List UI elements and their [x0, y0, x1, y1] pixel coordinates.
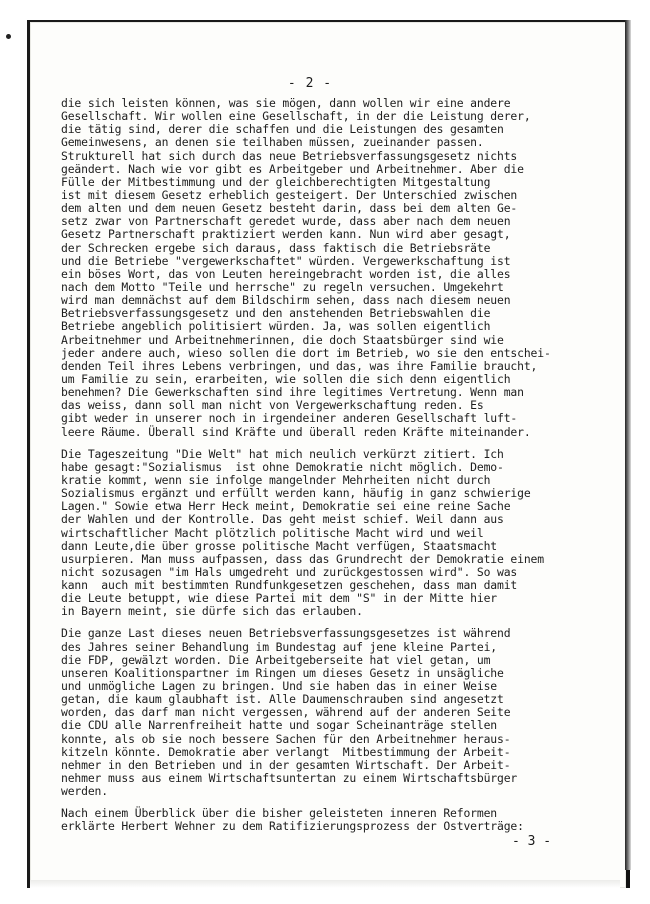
next-page-marker: - 3 -: [512, 834, 552, 849]
text-line: Die Tageszeitung "Die Welt" hat mich neulich verkürzt zitiert. Ich: [61, 446, 504, 461]
text-line: das weiss, dann soll man nicht von Vergewerkschaftung reden. Es: [61, 398, 484, 413]
text-line: habe gesagt:"Sozialismus ist ohne Demokratie nicht möglich. Demo-: [61, 459, 504, 474]
text-line: die sich leisten können, was sie mögen, dann wollen wir eine andere: [61, 96, 511, 110]
text-line: Die ganze Last dieses neuen Betriebsverfassungsgesetzes ist während: [61, 626, 511, 641]
text-line: gibt weder in unserer noch in irgendeiner anderen Gesellschaft luft-: [61, 411, 518, 426]
text-line: nehmer muss aus einem Wirtschaftsuntertan zu einem Wirtschaftsbürger: [61, 771, 518, 786]
text-line: nehmer in den Betrieben und in der gesamten Wirtschaft. Der Arbeit-: [61, 757, 511, 772]
text-line: um Familie zu sein, erarbeiten, wie sollen die sich denn eigentlich: [61, 371, 511, 386]
text-line: die FDP, gewälzt worden. Die Arbeitgeberseite hat viel getan, um: [61, 652, 491, 667]
text-line: in Bayern meint, sie dürfe sich das erlauben.: [61, 604, 363, 619]
text-line: kitzeln könnte. Demokratie aber verlangt Mitbestimmung der Arbeit-: [61, 744, 511, 759]
text-line: Gemeinwesens, an denen sie teilhaben müssen, zueinander passen.: [61, 135, 484, 150]
text-line: Gesellschaft. Wir wollen eine Gesellschaft, in der die Leistung derer,: [61, 109, 531, 124]
text-line: usurpieren. Man muss aufpassen, dass das Grundrecht der Demokratie einem: [61, 551, 544, 566]
text-line: der Schrecken ergebe sich daraus, dass faktisch die Betriebsräte: [61, 240, 491, 255]
document-body: [61, 97, 581, 834]
text-line: Betriebsverfassungsgesetz und den anstehenden Betriebswahlen die: [61, 306, 491, 321]
scan-top-margin: [0, 0, 650, 22]
text-line: worden, das darf man nicht vergessen, während auf der anderen Seite: [61, 705, 511, 720]
text-line: unseren Koalitionspartner im Ringen um dieses Gesetz in unsägliche: [61, 665, 504, 680]
text-line: nicht sozusagen "im Hals umgedreht und zurückgestossen wird". So was: [61, 564, 518, 579]
scan-edge-shadow: [625, 20, 631, 870]
text-line: Nach einem Überblick über die bisher geleisteten inneren Reformen: [61, 806, 498, 821]
text-line: werden.: [61, 784, 108, 799]
text-line: Betriebe angeblich politisiert würden. Ja, was sollen eigentlich: [61, 319, 491, 334]
text-line: die CDU alle Narrenfreiheit hatte und sogar Scheinanträge stellen: [61, 718, 498, 733]
text-line: wird man demnächst auf dem Bildschirm sehen, dass nach diesem neuen: [61, 293, 511, 308]
text-line: denden Teil ihres Lebens verbringen, und das, was ihre Familie braucht,: [61, 358, 538, 373]
text-line: Sozialismus ergänzt und erfüllt werden kann, häufig in ganz schwierige: [61, 486, 531, 501]
text-line: Lagen." Sowie etwa Herr Heck meint, Demokratie sei eine reine Sache: [61, 499, 511, 514]
text-line: benehmen? Die Gewerkschaften sind ihre legitimes Vertretung. Wenn man: [61, 385, 524, 400]
text-line: ist mit diesem Gesetz erheblich gesteigert. Der Unterschied zwischen: [61, 187, 518, 202]
text-line: die Leute betuppt, wie diese Partei mit dem "S" in der Mitte hier: [61, 591, 498, 606]
text-line: dem alten und dem neuen Gesetz besteht darin, dass bei dem alten Ge-: [61, 201, 518, 216]
text-line: ein böses Wort, das von Leuten hereingebracht worden ist, die alles: [61, 266, 511, 281]
text-line: des Jahres seiner Behandlung im Bundestag auf jene kleine Partei,: [61, 639, 498, 654]
text-line: konnte, als ob sie noch bessere Sachen für den Arbeitnehmer heraus-: [61, 731, 511, 746]
text-line: nach dem Motto "Teile und herrsche" zu regeln versuchen. Umgekehrt: [61, 279, 504, 294]
page-number: - 2 -: [287, 76, 333, 91]
text-line: Fülle der Mitbestimmung und der gleichberechtigten Mitgestaltung: [61, 174, 491, 189]
text-line: geändert. Nach wie vor gibt es Arbeitgeber und Arbeitnehmer. Aber die: [61, 161, 524, 176]
text-line: wirtschaftlicher Macht plötzlich politische Macht wird und weil: [61, 525, 484, 540]
text-line: kann auch mit bestimmten Rundfunkgesetzen geschehen, dass man damit: [61, 578, 518, 593]
text-line: und die Betriebe "vergewerkschaftet" würden. Vergewerkschaftung ist: [61, 253, 511, 268]
text-line: Arbeitnehmer und Arbeitnehmerinnen, die doch Staatsbürger sind wie: [61, 332, 504, 347]
text-line: setz zwar von Partnerschaft geredet wurde, dass aber nach dem neuen: [61, 214, 511, 229]
text-line: Strukturell hat sich durch das neue Betriebsverfassungsgesetz nichts: [61, 148, 518, 163]
text-line: der Wahlen und der Kontrolle. Das geht meist schief. Weil dann aus: [61, 512, 504, 527]
text-line: jeder andere auch, wieso sollen die dort im Betrieb, wo sie den entschei-: [61, 345, 551, 360]
scan-bottom-edge: [30, 880, 620, 888]
text-line: und unmögliche Lagen zu bringen. Und sie haben das in einer Weise: [61, 679, 498, 694]
text-line: kratie kommt, wenn sie infolge mangelnder Mehrheiten nicht durch: [61, 472, 491, 487]
punch-hole-mark: [6, 34, 11, 39]
text-line: getan, die kaum glaubhaft ist. Alle Daumenschrauben sind angesetzt: [61, 692, 504, 707]
text-line: die tätig sind, derer die schaffen und die Leistungen des gesamten: [61, 122, 504, 137]
text-line: Gesetz Partnerschaft praktiziert werden kann. Nun wird aber gesagt,: [61, 227, 511, 242]
text-line: leere Räume. Überall sind Kräfte und überall reden Kräfte miteinander.: [61, 424, 531, 439]
text-line: dann Leute,die über grosse politische Macht verfügen, Staatsmacht: [61, 538, 498, 553]
text-line: erklärte Herbert Wehner zu dem Ratifizierungsprozess der Ostverträge:: [61, 819, 524, 834]
